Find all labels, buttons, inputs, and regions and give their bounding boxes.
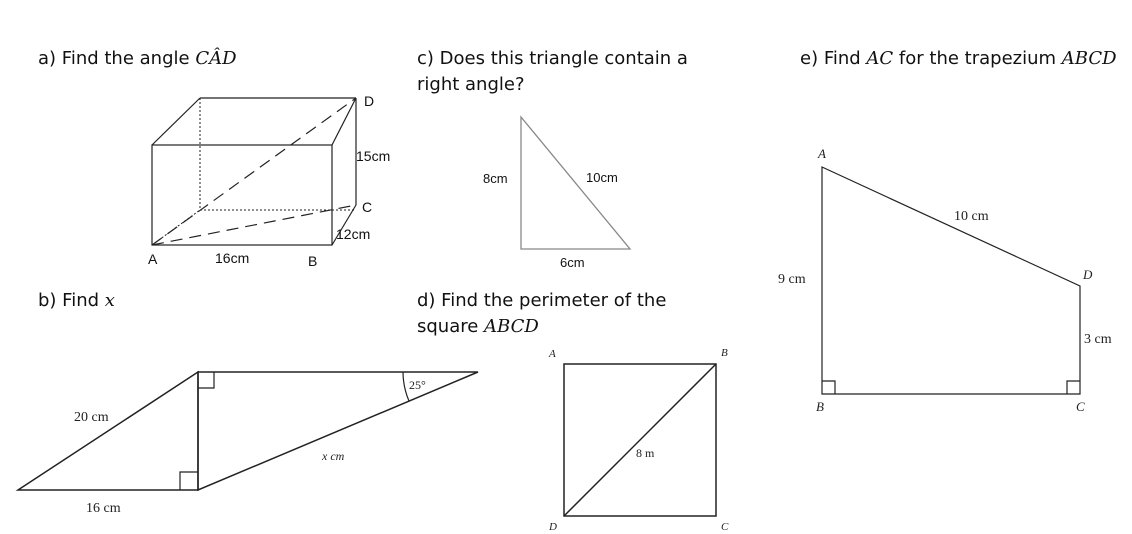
cuboid-diagonal-ac [152,205,356,245]
question-e-text: e) Find [800,48,867,69]
triangle-c-bottom-label: 6cm [560,255,585,270]
cuboid-dim-length: 16cm [215,250,250,266]
trapezium-dim-ad: 10 cm [954,209,989,224]
question-b-text: b) Find [38,290,105,311]
triangle-b-angle-label: 25° [409,378,426,392]
triangle-b-base-label: 16 cm [86,501,121,516]
cuboid-label-c: C [362,199,373,215]
cuboid-edge [332,98,356,145]
right-angle-marker [180,472,198,490]
triangle-b-hyp-label: 20 cm [74,410,109,425]
trapezium-label-d: D [1083,267,1093,282]
cuboid-edge [152,98,200,145]
square-label-a: A [549,348,556,360]
right-angle-marker [822,381,835,394]
square-label-d: D [549,521,557,533]
triangle-b-left [18,372,198,490]
square-label-c: C [721,521,729,533]
question-d-line2-math: ABCD [484,316,539,337]
right-angle-marker [198,372,214,388]
square-diagonal [564,364,716,516]
cuboid-label-a: A [148,251,158,267]
question-a-math: CÂD [195,48,237,69]
cuboid-label-d: D [364,93,375,109]
cuboid-figure [152,98,356,245]
trapezium-dim-cd: 3 cm [1084,332,1112,347]
square-diag-label: 8 m [636,446,655,460]
triangle-b-x-label: x cm [322,449,345,463]
trapezium-dim-ab: 9 cm [778,272,806,287]
trapezium-label-a: A [818,146,826,161]
square-label-b: B [721,347,728,359]
question-a-text: a) Find the angle [38,48,196,69]
question-e-math1: AC [866,48,894,69]
question-d-line1: d) Find the perimeter of the [417,290,667,311]
question-b-math: x [104,290,115,311]
trapezium-label-c: C [1076,399,1085,414]
trapezium-figure [822,167,1080,394]
triangle-c-left-label: 8cm [483,171,508,186]
cuboid-dim-height: 15cm [356,148,391,164]
right-angle-marker [1067,381,1080,394]
question-d-line2-text: square [417,316,485,337]
trapezium-label-b: B [816,399,824,414]
cuboid-front-face [152,145,332,245]
triangle-c-hyp-label: 10cm [586,170,618,185]
question-c-line2: right angle? [417,74,525,95]
cuboid-dim-width: 12cm [336,226,371,242]
square-figure [564,364,716,516]
triangle-b-right [198,372,478,490]
question-c-line1: c) Does this triangle contain a [417,48,688,69]
question-e-mid: for the trapezium [893,48,1062,69]
question-e-math2: ABCD [1061,48,1117,69]
cuboid-label-b: B [308,253,318,269]
trapezium-shape [822,167,1080,394]
